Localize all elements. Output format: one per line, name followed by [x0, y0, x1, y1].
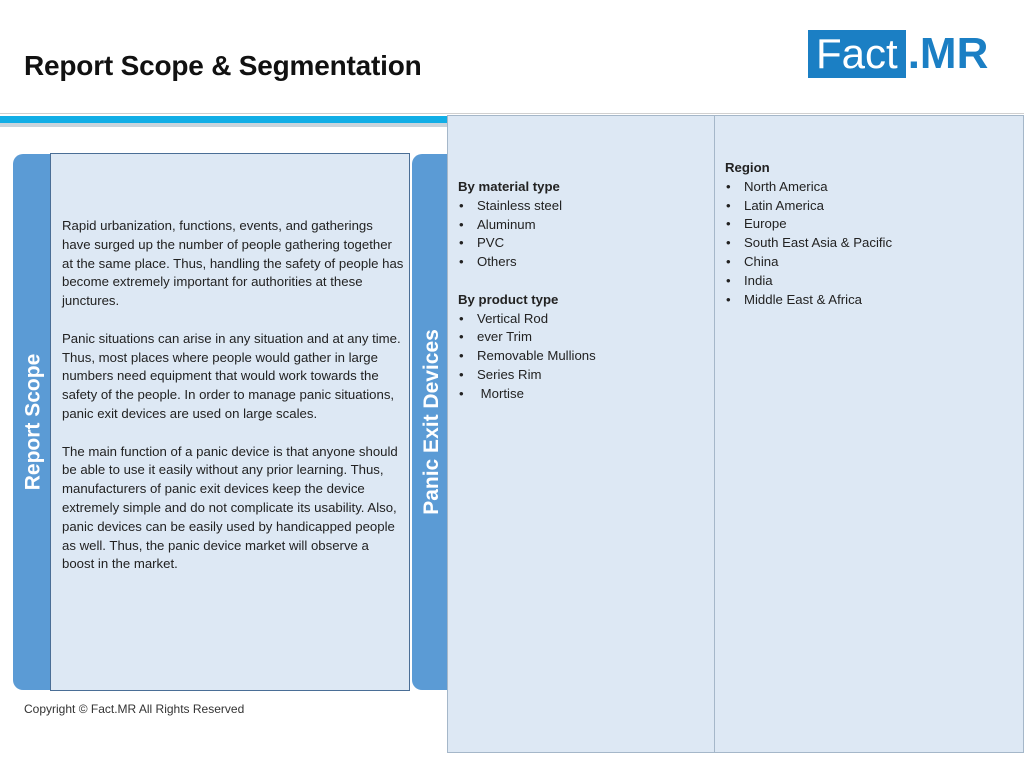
- logo-fact-text: Fact: [808, 30, 906, 78]
- list-item: • Aluminum: [458, 216, 708, 235]
- segment-list-region: [725, 178, 975, 310]
- report-scope-tab: [13, 154, 53, 690]
- segment-region-group: [725, 159, 975, 309]
- page-title: Report Scope & Segmentation: [24, 50, 422, 81]
- list-item: • PVC: [458, 234, 708, 253]
- list-item: • Others: [458, 253, 708, 272]
- list-item: • China: [725, 253, 975, 272]
- list-item: • Latin America: [725, 197, 975, 216]
- list-item: • Series Rim: [458, 366, 708, 385]
- scope-paragraph-2: Panic situations can arise in any situation and at any time. Thus, most places where people would gather in large numbers need equipment that would work towards the safety of the people. In order to manage panic situations, panic exit devices are used on large scales.: [62, 330, 401, 421]
- scope-paragraph-1: Rapid urbanization, functions, events, and gatherings have surged up the number of people gathering together at the same place. Thus, handling the safety of people has become extremely important for authorities at these junctures.: [62, 218, 404, 309]
- list-item: • India: [725, 272, 975, 291]
- segmentation-panel-type: [447, 115, 715, 753]
- segment-material-group: [458, 178, 708, 404]
- list-item: • Mortise: [458, 385, 708, 404]
- list-item: • Stainless steel: [458, 197, 708, 216]
- segment-heading-material: By material type: [458, 179, 560, 194]
- accent-bar-shadow: [0, 123, 450, 127]
- list-item: • Vertical Rod: [458, 310, 708, 329]
- report-scope-tab-label: Report Scope: [21, 353, 44, 491]
- group-spacer: [458, 272, 708, 291]
- copyright-notice: Copyright © Fact.MR All Rights Reserved: [24, 702, 245, 716]
- list-item: • Middle East & Africa: [725, 291, 975, 310]
- list-item: • Removable Mullions: [458, 347, 708, 366]
- scope-paragraph-3: The main function of a panic device is that anyone should be able to use it easily without any prior learning. Thus, manufacturers of panic exit devices keep the device extremely simple and do not complicate its usability. Also, panic devices can be easily used by handicapped people as well. Thus, the panic device market will observe a boost in the market.: [62, 443, 398, 572]
- list-item: • ever Trim: [458, 328, 708, 347]
- list-item: • South East Asia & Pacific: [725, 234, 975, 253]
- segment-list-material: [458, 197, 708, 272]
- segment-heading-region: Region: [725, 160, 770, 175]
- segment-list-product: [458, 310, 708, 404]
- panic-exit-devices-tab: [412, 154, 452, 690]
- panic-exit-devices-tab-label: Panic Exit Devices: [420, 329, 444, 515]
- report-scope-text: [62, 217, 404, 593]
- accent-bar: [0, 116, 450, 123]
- header-divider: [0, 113, 1024, 114]
- list-item: • North America: [725, 178, 975, 197]
- segment-heading-product: By product type: [458, 291, 559, 307]
- segmentation-panel-region: [714, 115, 1024, 753]
- fact-mr-logo: [808, 30, 988, 78]
- report-scope-panel: [50, 153, 410, 691]
- logo-mr-text: .MR: [907, 29, 989, 78]
- list-item: • Europe: [725, 215, 975, 234]
